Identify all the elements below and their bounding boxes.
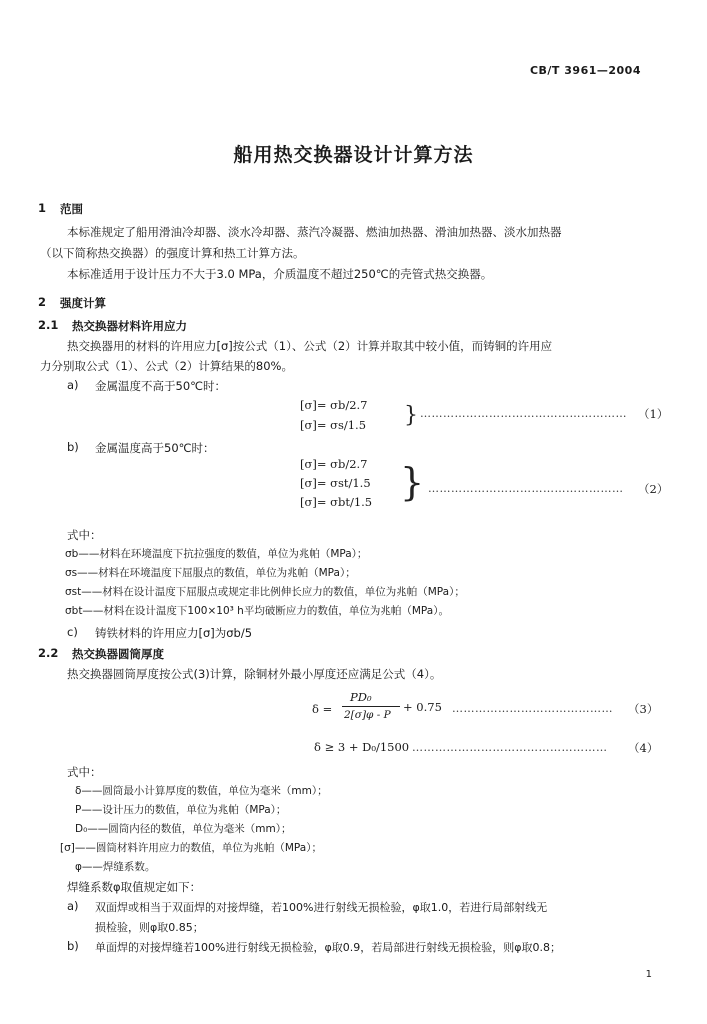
- formula-2-line-1: [σ]= σb/2.7: [300, 457, 368, 471]
- section-2-2-number: 2.2: [38, 646, 59, 660]
- weld-item-a-label: a): [67, 899, 79, 913]
- formula-2-line-3: [σ]= σbt/1.5: [300, 495, 373, 509]
- item-c-label: c): [67, 625, 78, 639]
- formula-3-number: （3）: [628, 702, 659, 716]
- def-sigma-st: σst——材料在设计温度下屈服点或规定非比例伸长应力的数值，单位为兆帕（MPa）；: [65, 586, 465, 598]
- formula-4-number: （4）: [628, 741, 659, 755]
- formula-1-line-1: [σ]= σb/2.7: [300, 398, 368, 412]
- page-title: 船用热交换器设计计算方法: [233, 144, 474, 166]
- formula-2-number: （2）: [638, 482, 669, 496]
- formula-3-fraction-bar: [342, 706, 400, 707]
- where-label-2: 式中：: [67, 765, 102, 779]
- brace-1: }: [404, 403, 418, 428]
- def-sigma-b: σb——材料在环境温度下抗拉强度的数值，单位为兆帕（MPa）；: [65, 548, 368, 560]
- brace-2: }: [400, 460, 425, 504]
- section-1-para-1b: （以下简称热交换器）的强度计算和热工计算方法。: [40, 246, 305, 260]
- weld-item-b-text: 单面焊的对接焊缝若100%进行射线无损检验，φ取0.9，若局部进行射线无损检验，则φ取0.8；: [95, 941, 561, 954]
- formula-3-lhs: δ =: [312, 702, 333, 716]
- where-label-1: 式中：: [67, 528, 102, 542]
- leader-dots-1: ………………………………………………: [420, 407, 627, 420]
- section-2-1-para-1: 热交换器用的材料的许用应力[σ]按公式（1）、公式（2）计算并取其中较小值，而铸铜的许用应: [67, 339, 553, 353]
- item-a-label: a): [67, 378, 79, 392]
- formula-3-rhs: + 0.75: [403, 700, 442, 714]
- def-sigma-s: σs——材料在环境温度下屈服点的数值，单位为兆帕（MPa）；: [65, 567, 356, 579]
- leader-dots-2: ……………………………………………: [428, 482, 624, 495]
- def-sigma-bt: σbt——材料在设计温度下100×10³ h平均破断应力的数值，单位为兆帕（MPa）。: [65, 605, 449, 617]
- formula-3-denominator: 2[σ]φ - P: [344, 709, 391, 721]
- standard-number: CB/T 3961—2004: [529, 64, 641, 77]
- section-1-para-2: 本标准适用于设计压力不大于3.0 MPa，介质温度不超过250℃的壳管式热交换器。: [67, 267, 493, 281]
- item-a-text: 金属温度不高于50℃时：: [95, 379, 227, 393]
- section-2-2-para-1: 热交换器圆筒厚度按公式(3)计算，除铜材外最小厚度还应满足公式（4）。: [67, 667, 442, 681]
- leader-dots-4: ……………………………………………: [412, 741, 608, 754]
- weld-item-a-text-2: 损检验，则φ取0.85；: [95, 921, 204, 934]
- formula-1-line-2: [σ]= σs/1.5: [300, 418, 367, 432]
- def-delta: δ——圆筒最小计算厚度的数值，单位为毫米（mm）；: [75, 785, 328, 797]
- def-d0: D₀——圆筒内径的数值，单位为毫米（mm）；: [75, 823, 292, 835]
- formula-4: δ ≥ 3 + D₀/1500: [314, 740, 410, 754]
- section-2-1-heading: 热交换器材料许用应力: [72, 319, 187, 333]
- item-b-label: b): [67, 440, 79, 454]
- item-c-text: 铸铁材料的许用应力[σ]为σb/5: [95, 626, 253, 640]
- section-2-1-para-1b: 力分别取公式（1）、公式（2）计算结果的80%。: [40, 359, 293, 373]
- def-phi: φ——焊缝系数。: [75, 861, 156, 873]
- weld-item-b-label: b): [67, 939, 79, 953]
- weld-item-a-text: 双面焊或相当于双面焊的对接焊缝，若100%进行射线无损检验，φ取1.0，若进行局部射线无: [95, 901, 548, 914]
- section-2-number: 2: [38, 295, 47, 309]
- section-2-1-number: 2.1: [38, 318, 59, 332]
- section-1-number: 1: [38, 201, 47, 215]
- item-b-text: 金属温度高于50℃时：: [95, 441, 215, 455]
- section-1-heading: 范围: [60, 202, 83, 216]
- formula-3-numerator: PD₀: [350, 690, 372, 704]
- def-p: P——设计压力的数值，单位为兆帕（MPa）；: [75, 804, 287, 816]
- section-2-2-heading: 热交换器圆筒厚度: [72, 647, 164, 661]
- section-1-para-1: 本标准规定了船用滑油冷却器、淡水冷却器、蒸汽冷凝器、燃油加热器、滑油加热器、淡水加热器: [67, 225, 562, 239]
- page-number: 1: [645, 969, 652, 980]
- def-sigma: [σ]——圆筒材料许用应力的数值，单位为兆帕（MPa）；: [60, 842, 322, 854]
- leader-dots-3: ……………………………………: [452, 702, 613, 715]
- formula-2-line-2: [σ]= σst/1.5: [300, 476, 371, 490]
- weld-coefficient-intro: 焊缝系数φ取值规定如下：: [67, 880, 202, 894]
- formula-1-number: （1）: [638, 407, 669, 421]
- section-2-heading: 强度计算: [60, 296, 106, 310]
